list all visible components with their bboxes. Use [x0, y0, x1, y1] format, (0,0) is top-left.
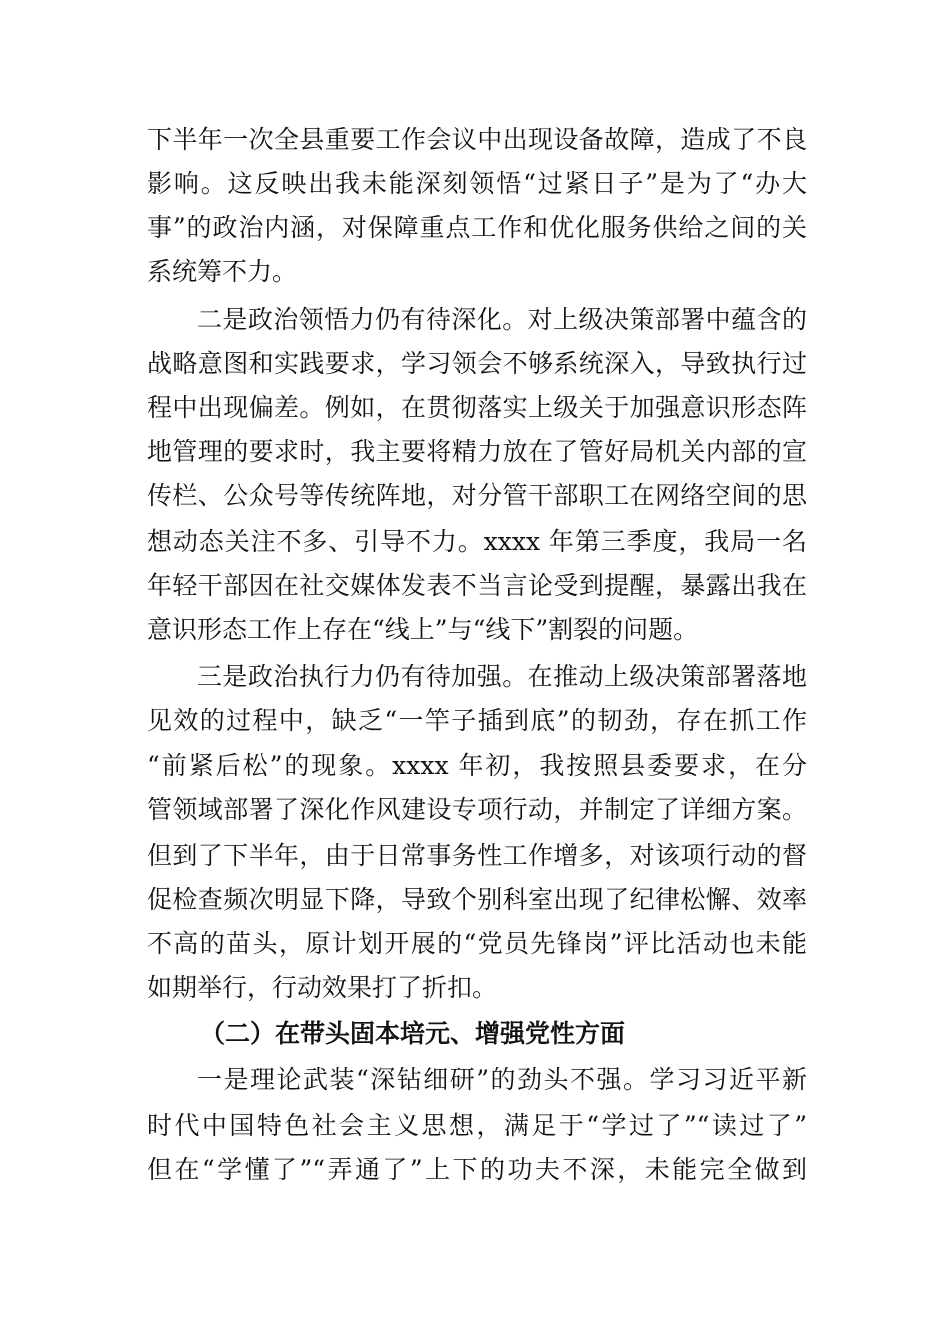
body-text-line: 程中出现偏差。例如，在贯彻落实上级关于加强意识形态阵: [147, 393, 807, 422]
body-text-line: 意识形态工作上存在“线上”与“线下”割裂的问题。: [147, 615, 699, 644]
paragraph-first-line: 三是政治执行力仍有待加强。在推动上级决策部署落地: [197, 662, 807, 691]
body-text-line: 但在“学懂了”“弄通了”上下的功夫不深，未能完全做到: [147, 1155, 807, 1184]
body-text-line: 系统筹不力。: [147, 257, 298, 286]
body-text-line: 如期举行，行动效果打了折扣。: [147, 973, 498, 1002]
body-text-line: 时代中国特色社会主义思想，满足于“学过了”“读过了”: [147, 1111, 807, 1140]
paragraph-first-line: 二是政治领悟力仍有待深化。对上级决策部署中蕴含的: [197, 305, 807, 334]
body-text-line: 但到了下半年，由于日常事务性工作增多，对该项行动的督: [147, 841, 807, 870]
body-text-line: 下半年一次全县重要工作会议中出现设备故障，造成了不良: [147, 125, 807, 154]
body-text-line: 战略意图和实践要求，学习领会不够系统深入，导致执行过: [147, 349, 807, 378]
body-text-line: 影响。这反映出我未能深刻领悟“过紧日子”是为了“办大: [147, 169, 807, 198]
body-text-line: 管领域部署了深化作风建设专项行动，并制定了详细方案。: [147, 795, 807, 824]
body-text-line: 不高的苗头，原计划开展的“党员先锋岗”评比活动也未能: [147, 929, 807, 958]
body-text-line: 传栏、公众号等传统阵地，对分管干部职工在网络空间的思: [147, 481, 807, 510]
body-text-line: 促检查频次明显下降，导致个别科室出现了纪律松懈、效率: [147, 885, 807, 914]
body-text-line: 见效的过程中，缺乏“一竿子插到底”的韧劲，存在抓工作: [147, 706, 807, 735]
body-text-line: “前紧后松”的现象。xxxx 年初，我按照县委要求，在分: [147, 751, 807, 780]
section-heading: （二）在带头固本培元、增强党性方面: [200, 1019, 626, 1048]
paragraph-first-line: 一是理论武装“深钻细研”的劲头不强。学习习近平新: [197, 1065, 807, 1094]
body-text-line: 地管理的要求时，我主要将精力放在了管好局机关内部的宣: [147, 437, 807, 466]
body-text-line: 事”的政治内涵，对保障重点工作和优化服务供给之间的关: [147, 213, 807, 242]
body-text-line: 想动态关注不多、引导不力。xxxx 年第三季度，我局一名: [147, 527, 807, 556]
body-text-line: 年轻干部因在社交媒体发表不当言论受到提醒，暴露出我在: [147, 571, 807, 600]
